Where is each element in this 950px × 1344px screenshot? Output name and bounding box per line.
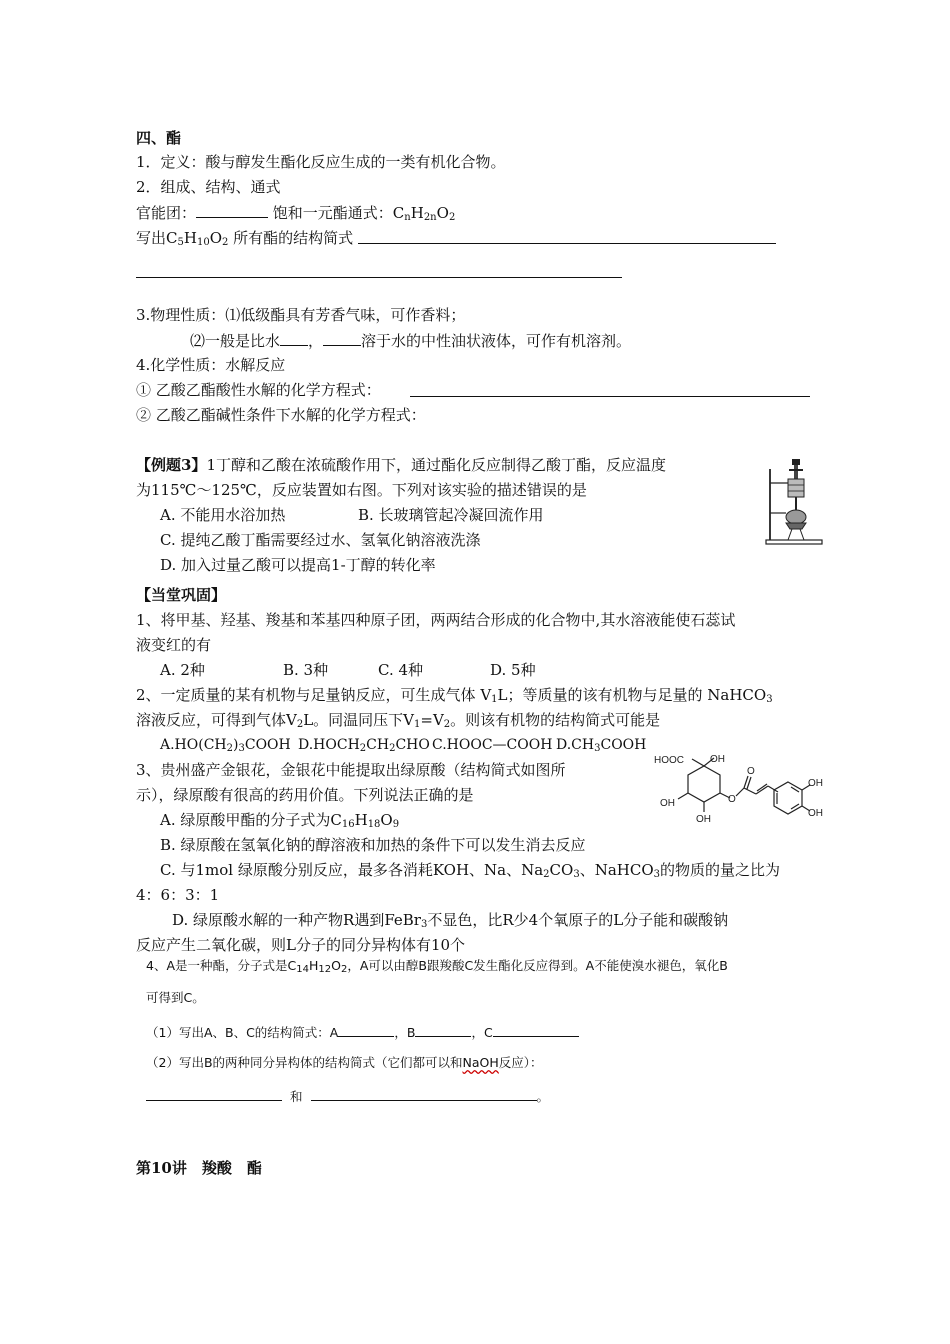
oh-label: OH [808, 808, 823, 819]
hooc-label: HOOC [654, 755, 684, 766]
q1-stem-2: 液变红的有 [136, 636, 212, 654]
oh-label: OH [696, 814, 711, 825]
base-hydrolysis-line: ② 乙酸乙酯碱性条件下水解的化学方程式： [136, 406, 426, 424]
example3-option-d: D. 加入过量乙酸可以提高1-丁醇的转化率 [160, 556, 436, 574]
answer-line[interactable] [358, 243, 776, 244]
q3-option-a: A. 绿原酸甲酯的分子式为$C_{16}H_{18}O_9$ [160, 811, 400, 830]
q4-stem-2: 可得到C。 [146, 990, 205, 1005]
q1-option-b: B. 3种 [283, 661, 329, 679]
svg-text:O: O [747, 766, 755, 777]
example3-option-c: C. 提纯乙酸丁酯需要经过水、氢氧化钠溶液洗涤 [160, 531, 481, 549]
q1-stem-1: 1、将甲基、羟基、羧基和苯基四种原子团，两两结合形成的化合物中,其水溶液能使石蕊试 [136, 611, 736, 629]
q2-option-c: C.HOOC—COOH [432, 737, 553, 753]
chemical-property: 4.化学性质：水解反应 [136, 356, 286, 374]
section-heading: 四、酯 [136, 129, 182, 147]
oh-label: OH [808, 778, 823, 789]
q3-option-d-1: D. 绿原酸水解的一种产物R遇到FeBr$_3$不显色，比R少4个氧原子的L分子能和碳酸钠 [172, 911, 729, 930]
q3-option-c-2: 4：6：3：1 [136, 886, 220, 904]
q3-stem-1: 3、贵州盛产金银花，金银花中能提取出绿原酸（结构简式如图所 [136, 761, 566, 779]
oh-label: OH [660, 798, 675, 809]
q4-stem-1: 4、A是一种酯，分子式是$C_{14}H_{12}O_2$，A可以由醇B跟羧酸C发生酯化反应得到。A不能使溴水褪色，氧化B [146, 958, 728, 975]
answer-line[interactable] [410, 396, 810, 397]
answer-blank[interactable] [415, 1021, 471, 1037]
isomer-prompt-line: 写出$C_5H_{10}O_2$ 所有酯的结构简式 [136, 229, 354, 248]
physical-property-2: ⑵一般是比水 ， 溶于水的中性油状液体，可作有机溶剂。 [190, 332, 632, 350]
answer-blank[interactable] [146, 1085, 282, 1101]
q1-option-a: A. 2种 [160, 661, 205, 679]
q2-option-b: $D.HOCH_2CH_2CHO$ [298, 737, 430, 754]
acid-hydrolysis-line: ① 乙酸乙酯酸性水解的化学方程式： [136, 381, 381, 399]
answer-blank[interactable] [311, 1085, 537, 1101]
example3-stem-1: 【例题3】1丁醇和乙酸在浓硫酸作用下，通过酯化反应制得乙酸丁酯，反应温度 [136, 456, 666, 474]
example3-option-a: A. 不能用水浴加热 [160, 506, 286, 524]
answer-blank[interactable] [493, 1021, 579, 1037]
composition-line: 2．组成、结构、通式 [136, 178, 281, 196]
svg-text:O: O [728, 794, 736, 805]
answer-blank[interactable] [280, 330, 308, 346]
oh-label: OH [710, 754, 725, 765]
reaction-apparatus-figure [762, 455, 826, 545]
physical-property-1: 3.物理性质：⑴低级酯具有芳香气味，可作香料； [136, 306, 466, 324]
answer-blank[interactable] [196, 202, 268, 218]
q2-option-a: $A.HO(CH_2)_3COOH$ [160, 737, 291, 754]
q4-sub1: （1）写出A、B、C的结构简式：A ，B ，C [146, 1021, 579, 1043]
q3-option-b: B. 绿原酸在氢氧化钠的醇溶液和加热的条件下可以发生消去反应 [160, 836, 586, 854]
q1-option-c: C. 4种 [378, 661, 424, 679]
q3-option-d-2: 反应产生二氧化碳，则L分子的同分异构体有10个 [136, 936, 466, 954]
q2-option-d: $D.CH_3COOH$ [556, 737, 647, 754]
answer-blank[interactable] [338, 1021, 394, 1037]
q4-sub2: （2）写出B的两种同分异构体的结构简式（它们都可以和NaOH反应）： [146, 1055, 543, 1070]
q3-option-c-1: C. 与1mol 绿原酸分别反应，最多各消耗KOH、Na、$Na_2CO_3$、NaHCO$_3$的物质的量之比为 [160, 861, 781, 880]
lecture-title: 第10讲 羧酸 酯 [136, 1159, 262, 1177]
q1-option-d: D. 5种 [490, 661, 536, 679]
functional-group-line: 官能团： 饱和一元酯通式：$C_nH_{2n}O_2$ [136, 204, 456, 223]
q3-stem-2: 示），绿原酸有很高的药用价值。下列说法正确的是 [136, 786, 474, 804]
q2-stem-2: 溶液反应，可得到气体$V_2L$。同温同压下$V_1=V_2$。则该有机物的结构简式可能是 [136, 711, 661, 730]
chlorogenic-acid-structure [652, 752, 830, 832]
q2-stem-1: 2、一定质量的某有机物与足量钠反应，可生成气体 $V_1L$；等质量的该有机物与足量的 NaHCO$_3$ [136, 686, 773, 705]
q4-answer-line: 和 。 [146, 1085, 549, 1107]
answer-line[interactable] [136, 277, 622, 278]
example3-option-b: B. 长玻璃管起冷凝回流作用 [358, 506, 544, 524]
definition-line: 1．定义：酸与醇发生酯化反应生成的一类有机化合物。 [136, 153, 506, 171]
answer-blank[interactable] [323, 330, 361, 346]
consolidation-heading: 【当堂巩固】 [136, 586, 227, 604]
example3-stem-2: 为115℃～125℃，反应装置如右图。下列对该实验的描述错误的是 [136, 481, 587, 499]
